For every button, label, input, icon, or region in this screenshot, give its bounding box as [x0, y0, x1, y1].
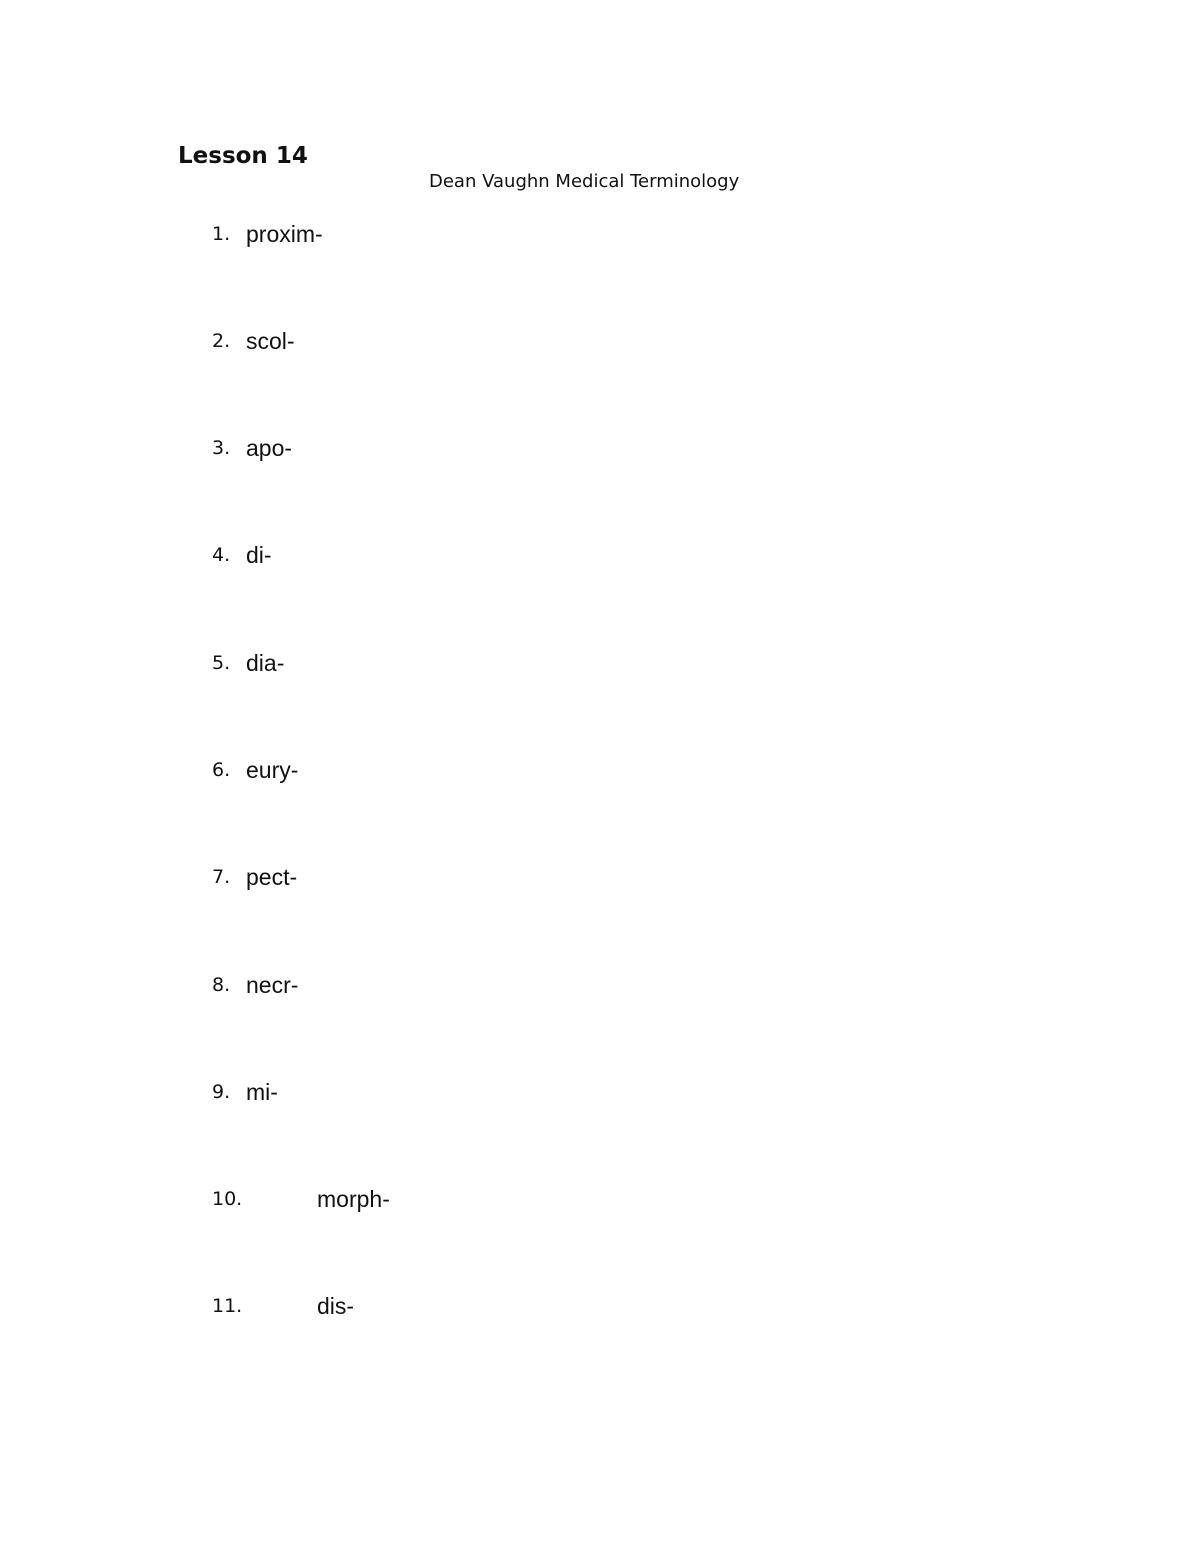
- term-number: 3.: [212, 437, 231, 459]
- term-text: dia-: [246, 650, 285, 676]
- term-text: proxim-: [246, 221, 323, 247]
- term-text: di-: [246, 542, 272, 568]
- term-number: 5.: [212, 652, 231, 674]
- term-number: 7.: [212, 866, 231, 888]
- term-number: 2.: [212, 330, 231, 352]
- term-text: eury-: [246, 757, 299, 783]
- term-text: morph-: [317, 1186, 390, 1212]
- term-text: dis-: [317, 1293, 355, 1319]
- term-text: apo-: [246, 435, 293, 461]
- lesson-title: Lesson 14: [178, 143, 308, 169]
- term-text: scol-: [246, 328, 295, 354]
- term-text: pect-: [246, 864, 298, 890]
- term-number: 1.: [212, 223, 231, 245]
- term-number: 10.: [212, 1188, 243, 1210]
- term-number: 9.: [212, 1081, 231, 1103]
- term-number: 11.: [212, 1295, 243, 1317]
- term-number: 4.: [212, 544, 231, 566]
- term-text: necr-: [246, 972, 299, 998]
- term-number: 6.: [212, 759, 231, 781]
- term-number: 8.: [212, 974, 231, 996]
- document-subtitle: Dean Vaughn Medical Terminology: [429, 171, 740, 192]
- term-text: mi-: [246, 1079, 278, 1105]
